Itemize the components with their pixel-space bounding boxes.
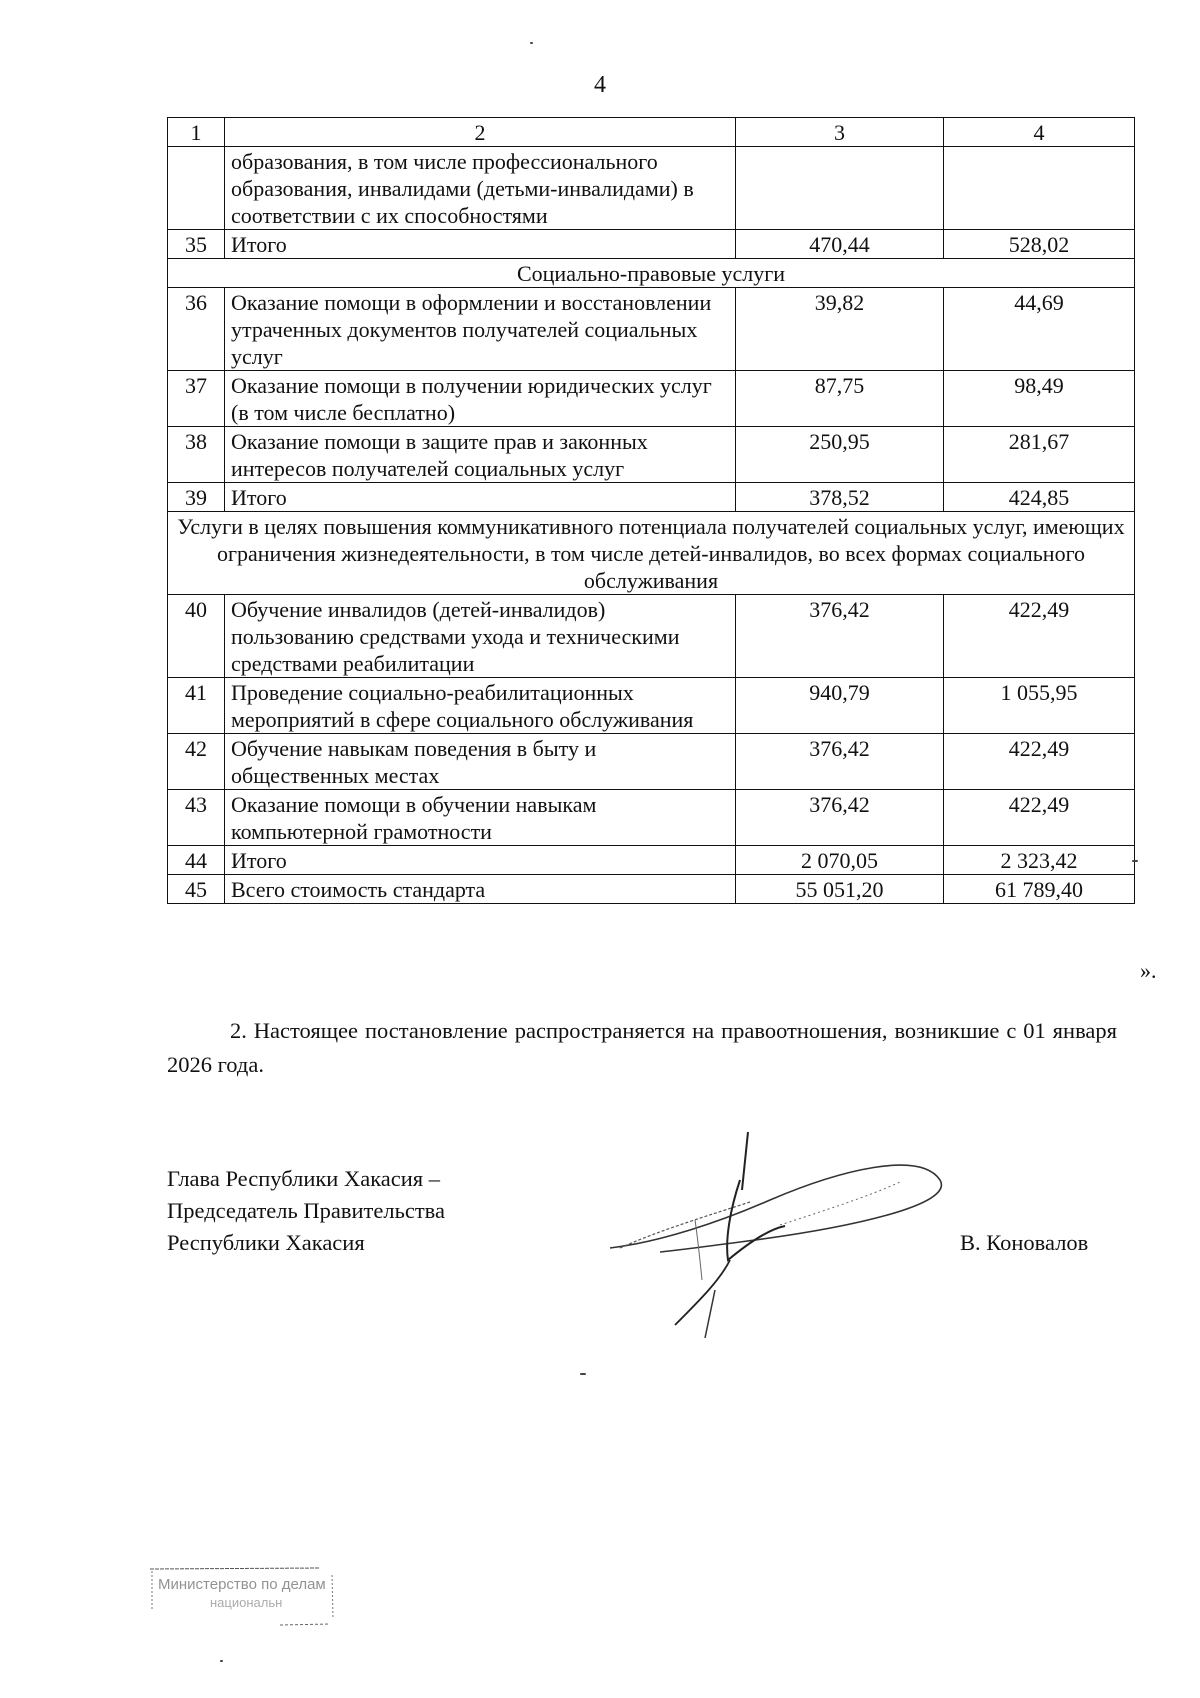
table-section-row: [168, 512, 1135, 595]
scan-speck: [220, 1660, 223, 1662]
service-name: Оказание помощи в защите прав и законных интересов получателей социальных услуг: [225, 427, 736, 483]
value-col-4: 422,49: [944, 734, 1135, 790]
handwritten-signature: [600, 1130, 1000, 1350]
value-col-3: 376,42: [736, 595, 944, 678]
value-col-3: 376,42: [736, 734, 944, 790]
table-row: [168, 678, 1135, 734]
header-col-2: 2: [225, 118, 736, 147]
value-col-3: [736, 147, 944, 230]
value-col-4: 422,49: [944, 595, 1135, 678]
signatory-name: В. Коновалов: [960, 1230, 1089, 1255]
signatory-title-line: Республики Хакасия: [167, 1230, 365, 1255]
value-col-4: 1 055,95: [944, 678, 1135, 734]
svg-text:национальн: национальн: [210, 1595, 283, 1610]
row-number: 40: [168, 595, 225, 678]
value-col-3: 940,79: [736, 678, 944, 734]
value-col-4: 424,85: [944, 483, 1135, 512]
signatory-title-line: Глава Республики Хакасия –: [167, 1166, 441, 1191]
value-col-4: 44,69: [944, 288, 1135, 371]
table-row: [168, 846, 1135, 875]
row-number: 37: [168, 371, 225, 427]
svg-text:Министерство по делам: Министерство по делам: [158, 1576, 326, 1593]
signatory-title: [167, 1163, 445, 1259]
value-col-4: 98,49: [944, 371, 1135, 427]
row-number: 41: [168, 678, 225, 734]
table-row: [168, 875, 1135, 904]
service-name: Обучение навыкам поведения в быту и общественных местах: [225, 734, 736, 790]
row-number: [168, 147, 225, 230]
header-col-1: 1: [168, 118, 225, 147]
table-row: [168, 790, 1135, 846]
scan-speck: [580, 1373, 586, 1375]
value-col-3: 2 070,05: [736, 846, 944, 875]
scan-speck: [530, 42, 533, 44]
service-name: Проведение социально-реабилитационных мероприятий в сфере социального обслуживания: [225, 678, 736, 734]
value-col-3: 376,42: [736, 790, 944, 846]
table-row: [168, 427, 1135, 483]
table-row: [168, 734, 1135, 790]
service-name: Итого: [225, 483, 736, 512]
table-row: [168, 483, 1135, 512]
value-col-3: 250,95: [736, 427, 944, 483]
table-row: [168, 371, 1135, 427]
value-col-4: [944, 147, 1135, 230]
value-col-4: 281,67: [944, 427, 1135, 483]
value-col-3: 87,75: [736, 371, 944, 427]
section-heading: Социально-правовые услуги: [168, 259, 1135, 288]
row-number: 44: [168, 846, 225, 875]
row-number: 43: [168, 790, 225, 846]
value-col-4: 528,02: [944, 230, 1135, 259]
tariff-table: [167, 117, 1135, 904]
row-number: 42: [168, 734, 225, 790]
table-row: [168, 230, 1135, 259]
value-col-3: 378,52: [736, 483, 944, 512]
value-col-4: 2 323,42: [944, 846, 1135, 875]
service-name: Обучение инвалидов (детей-инвалидов) пользованию средствами ухода и техническими средствами реабилитации: [225, 595, 736, 678]
table-header-row: [168, 118, 1135, 147]
value-col-4: 422,49: [944, 790, 1135, 846]
value-col-3: 39,82: [736, 288, 944, 371]
row-number: 36: [168, 288, 225, 371]
value-col-3: 55 051,20: [736, 875, 944, 904]
closing-quote: ».: [1140, 958, 1157, 983]
service-name: Оказание помощи в оформлении и восстановлении утраченных документов получателей социальных услуг: [225, 288, 736, 371]
value-col-3: 470,44: [736, 230, 944, 259]
row-number: 39: [168, 483, 225, 512]
header-col-4: 4: [944, 118, 1135, 147]
service-name: Итого: [225, 230, 736, 259]
value-col-4: 61 789,40: [944, 875, 1135, 904]
scan-speck: [1132, 860, 1138, 862]
row-number: 35: [168, 230, 225, 259]
signatory-title-line: Председатель Правительства: [167, 1198, 445, 1223]
paragraph-2: 2. Настоящее постановление распространяется на правоотношения, возникшие с 01 января 2026 года.: [167, 1018, 1117, 1077]
service-name: Итого: [225, 846, 736, 875]
page-number: 4: [594, 72, 606, 98]
service-name: Оказание помощи в получении юридических услуг (в том числе бесплатно): [225, 371, 736, 427]
table-row: [168, 288, 1135, 371]
table-section-row: [168, 259, 1135, 288]
section-heading: Услуги в целях повышения коммуникативного потенциала получателей социальных услуг, имеющих ограничения жизнедеятельности, в том числе детей-инвалидов, во всех формах социального обслуживания: [168, 512, 1135, 595]
registration-stamp: [150, 1565, 370, 1635]
table-row: [168, 147, 1135, 230]
row-number: 45: [168, 875, 225, 904]
service-name: образования, в том числе профессионального образования, инвалидами (детьми-инвалидами) в соответствии с их способностями: [225, 147, 736, 230]
service-name: Оказание помощи в обучении навыкам компьютерной грамотности: [225, 790, 736, 846]
header-col-3: 3: [736, 118, 944, 147]
table-row: [168, 595, 1135, 678]
service-name: Всего стоимость стандарта: [225, 875, 736, 904]
row-number: 38: [168, 427, 225, 483]
